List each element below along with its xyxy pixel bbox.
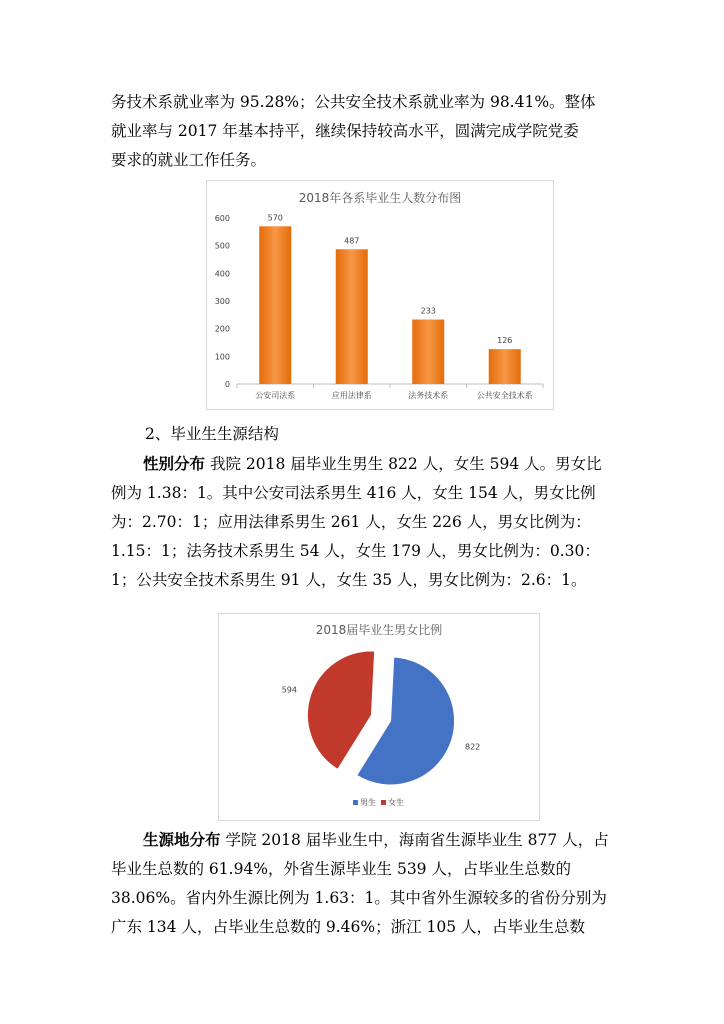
x-tick-label: 法务技术系 — [408, 391, 449, 400]
gender-text: 我院 2018 届毕业生男生 822 人，女生 594 人。男女比例为 1.38：1。其中公安司法系男生 416 人，女生 154 人，男女比例为：2.70：1；应用法律系男生 261 人，女生 226 人，男女比例为：1.15：1；法务技术系男生 54 人，女生 179 人，男女比例为：0.30：1；公共安全技术系男生 91 人，女生 35 人，男女比例为：2.6：1。 — [111, 455, 602, 589]
bar — [489, 349, 521, 384]
origin-paragraph — [111, 825, 615, 942]
bar-value-label: 487 — [344, 236, 360, 246]
y-tick-label: 0 — [224, 380, 230, 389]
bar-value-label: 570 — [267, 213, 283, 223]
paragraph-continuation — [111, 88, 615, 175]
text-line: 要求的就业工作任务。 — [111, 151, 267, 169]
x-tick-label: 应用法律系 — [331, 391, 372, 400]
bar-chart-title: 2018年各系毕业生人数分布图 — [298, 191, 462, 205]
bar — [412, 320, 444, 384]
y-tick-label: 500 — [214, 241, 230, 251]
bar — [259, 226, 291, 384]
section-heading: 2、毕业生生源结构 — [145, 425, 279, 443]
y-tick-label: 600 — [214, 214, 230, 223]
bar-value-label: 126 — [497, 336, 513, 346]
origin-label: 生源地分布 — [143, 830, 221, 849]
legend-swatch — [381, 800, 386, 805]
legend-label: 女生 — [388, 798, 404, 807]
pie-value-label: 822 — [464, 742, 481, 752]
pie-value-label: 594 — [281, 685, 298, 695]
gender-label: 性别分布 — [143, 454, 206, 473]
text-line: 务技术系就业率为 95.28%；公共安全技术系就业率为 98.41%。整体 — [111, 93, 596, 111]
legend-label: 男生 — [360, 798, 376, 807]
pie-chart — [219, 614, 539, 820]
bar — [336, 249, 368, 384]
x-tick-label: 公安司法系 — [255, 391, 296, 400]
y-tick-label: 300 — [214, 297, 230, 306]
legend-swatch — [353, 800, 358, 805]
pie-slice — [307, 651, 374, 769]
origin-text: 学院 2018 届毕业生中，海南省生源毕业生 877 人，占毕业生总数的 61.94%，外省生源毕业生 539 人，占毕业生总数的 38.06%。省内外生源比例为 1.63：1。其中省外生源较多的省份分别为广东 134 人，占毕业生总数的 9.46%；浙江 105 人，占毕业生总数 — [111, 831, 609, 936]
pie-chart-container — [218, 613, 540, 821]
gender-paragraph — [111, 449, 615, 595]
bar-chart-container — [206, 180, 554, 410]
y-tick-label: 100 — [214, 352, 230, 362]
bar-chart — [207, 181, 553, 409]
y-tick-label: 200 — [214, 324, 230, 334]
bar-value-label: 233 — [420, 306, 436, 316]
text-line: 就业率与 2017 年基本持平，继续保持较高水平，圆满完成学院党委 — [111, 122, 579, 140]
pie-chart-title: 2018届毕业生男女比例 — [315, 623, 443, 637]
y-tick-label: 400 — [214, 269, 230, 279]
x-tick-label: 公共安全技术系 — [476, 391, 533, 400]
